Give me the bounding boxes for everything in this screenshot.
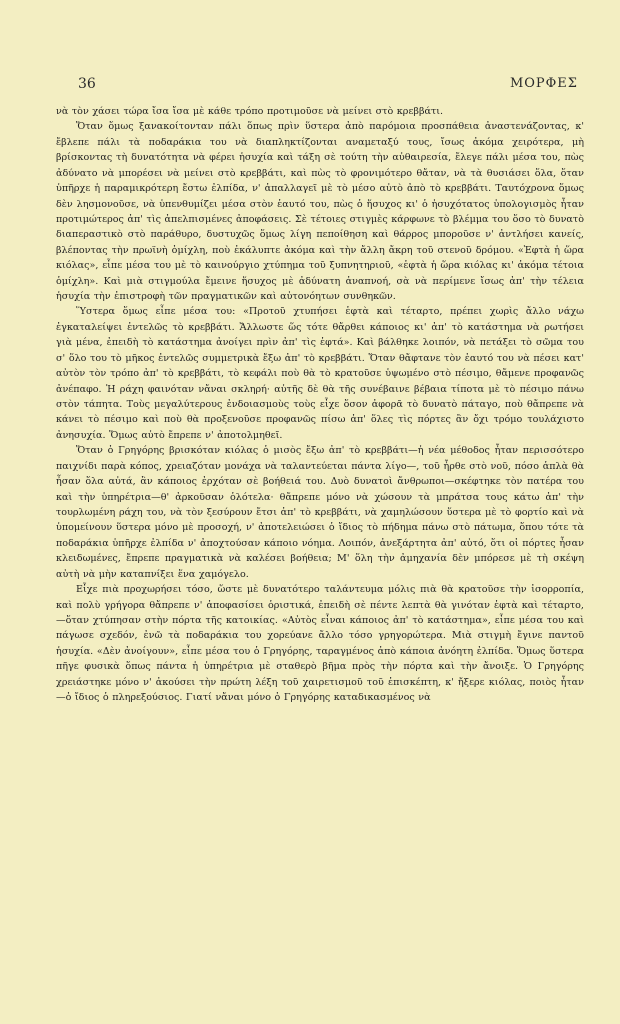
paragraph: Ὅταν ὁ Γρηγόρης βρισκόταν κιόλας ὁ μισὸς ἔξω ἀπ' τὸ κρεββάτι—ἡ νέα μέθοδος ἦταν περισσότερο παιχνίδι παρὰ κόπος, χρειαζόταν μονάχα νὰ ταλαντεύεται πάντα λίγο—, τοῦ ἦρθε στὸ νοῦ, πόσο ἁπλὰ θὰ ἦσαν ὅλα αὐτά, ἂν κάποιος ἐρχόταν σὲ βοήθειά του. Δυὸ δυνατοὶ ἄνθρωποι—σκέφτηκε τὸν πατέρα του καὶ τὴν ὑπηρέτρια—θ' ἀρκοῦσαν ὁλότελα· θἄπρεπε μόνο νὰ χώσουν τὰ μπράτσα τους κάτω ἀπ' τὴν τουρλωμένη ράχη του, νὰ τὸν ξεσύρουν ἔτσι ἀπ' τὸ κρεββάτι, νὰ χαμηλώσουν ὕστερα μὲ τὸ φορτίο καὶ νὰ ὑπομείνουν ὕστερα μόνο μὲ προσοχή, ν' ἀποτελειώσει ὁ ἴδιος τὸ πήδημα πάνω στὸ πάτωμα, ὅπου τότε τὰ ποδαράκια ὑπῆρχε ἐλπίδα ν' ἀποχτούσαν κάποιο νόημα. Λοιπόν, ἀνεξάρτητα ἀπ' αὐτό, ὅτι οἱ πόρτες ἦσαν κλειδωμένες, ἔπρεπε πραγματικὰ νὰ καλέσει βοήθεια; Μ' ὅλη τὴν ἀμηχανία δὲν μπόρεσε μὲ τὴ σκέψη αὐτὴ νὰ μὴν καταπνίξει ἕνα χαμόγελο. xyxy=(56,445,584,580)
paragraph: Εἶχε πιὰ προχωρήσει τόσο, ὥστε μὲ δυνατότερο ταλάντευμα μόλις πιὰ θὰ κρατοῦσε τὴν ἰσορροπία, καὶ πολὺ γρήγορα θἄπρεπε ν' ἀποφασίσει ὁριστικά, ἐπειδὴ σὲ πέντε λεπτὰ θὰ γινόταν ἑφτὰ καὶ τέταρτο,—ὅταν χτύπησαν στὴν πόρτα τῆς κατοικίας. «Αὐτὸς εἶναι κάποιος ἀπ' τὸ κατάστημα», εἶπε μέσα του καὶ πάγωσε σχεδόν, ἐνῶ τὰ ποδαράκια του χορεύανε ἄλλο τόσο γρηγορώτερα. Μιὰ στιγμὴ ἔγινε παντοῦ ἡσυχία. «Δὲν ἀνοίγουν», εἶπε μέσα του ὁ Γρηγόρης, ταραγμένος ἀπὸ κάποια ἀνόητη ἐλπίδα. Ὅμως ὕστερα πῆγε φυσικὰ ὅπως πάντα ἡ ὑπηρέτρια μὲ σταθερὸ βῆμα πρὸς τὴν πόρτα καὶ τὴν ἄνοιξε. Ὁ Γρηγόρης χρειάστηκε μόνο ν' ἀκούσει τὴν πρώτη λέξη τοῦ χαιρετισμοῦ τοῦ ἐπισκέπτη, κ' ἤξερε κιόλας, ποιὸς ἦταν—ὁ ἴδιος ὁ πληρεξούσιος. Γιατί νἄναι μόνο ὁ Γρηγόρης καταδικασμένος νὰ xyxy=(56,584,584,704)
paragraph: Ὅταν ὅμως ξανακοίτονταν πάλι ὅπως πρὶν ὕστερα ἀπὸ παρόμοια προσπάθεια ἀναστενάζοντας, κ' ἔβλεπε πάλι τὰ ποδαράκια του νὰ διαπληκτίζονται αναμεταξύ τους, ἴσως ἀκόμα χειρότερα, μὴ βρίσκοντας τὴ δυνατότητα νὰ φέρει ἡσυχία καὶ τάξη σὲ τούτη τὴν αὐθαιρεσία, ἔλεγε πάλι μέσα του, πὼς ἀδύνατο νὰ μπορέσει νὰ μείνει στὸ κρεββάτι, καὶ πὼς τὸ φρονιμότερο θἄταν, νὰ τὰ θυσιάσει ὅλα, ὅταν ὑπῆρχε ἡ παραμικρότερη ἔστω ἐλπίδα, ν' ἀπαλλαγεῖ μὲ τὸ μέσο αὐτὸ ἀπὸ τὸ κρεββάτι. Ταυτόχρονα ὅμως δὲν λησμονοῦσε, νὰ ὑπενθυμίζει μέσα στὸν ἑαυτό του, πὼς ὁ ἥσυχος κι' ὁ ἡσυχότατος ὑπολογισμὸς ἦταν προτιμώτερος ἀπ' τὶς ἀπελπισμένες ἀποφάσεις. Σὲ τέτοιες στιγμὲς κάρφωνε τὸ βλέμμα του ὅσο τὸ δυνατὸ διαπεραστικὸ στὸ παράθυρο, δυστυχῶς ὅμως λίγη πεποίθηση καὶ θάρρος μποροῦσε ν' ἀντλήσει κανείς, βλέποντας τὴν πρωϊνὴ ὁμίχλη, ποὺ ἐκάλυπτε ἀκόμα καὶ τὴν ἄλλη ἄκρη τοῦ στενοῦ δρόμου. «Ἑφτὰ ἡ ὥρα κιόλας», εἶπε μέσα του μὲ τὸ καινούργιο χτύπημα τοῦ ξυπνητηριοῦ, «ἑφτὰ ἡ ὥρα κιόλας κι' ἀκόμα τέτοια ὁμίχλη». Καὶ μιὰ στιγμούλα ἔμεινε ἥσυχος μὲ ἀδύνατη ἀναπνοή, σὰ νὰ περίμενε ἴσως ἀπ' τὴν τέλεια ἡσυχία τὴν ἐπιστροφὴ τῶν πραγματικῶν καὶ αὐτονόητων συνθηκῶν. xyxy=(56,121,584,303)
paragraph: νὰ τὸν χάσει τώρα ἴσα ἴσα μὲ κάθε τρόπο προτιμοῦσε νὰ μείνει στὸ κρεββάτι. xyxy=(56,106,444,117)
running-title: ΜΟΡΦΕΣ xyxy=(509,76,578,91)
body-text xyxy=(56,104,584,705)
paragraph: Ὕστερα ὅμως εἶπε μέσα του: «Προτοῦ χτυπήσει ἑφτὰ καὶ τέταρτο, πρέπει χωρὶς ἄλλο νάχω ἐγκαταλείψει ἐντελῶς τὸ κρεββάτι. Ἄλλωστε ὥς τότε θἄρθει κάποιος κι' ἀπ' τὸ κατάστημα νὰ ρωτήσει γιὰ μένα, ἐπειδὴ τὸ κατάστημα ἀνοίγει πρὶν ἀπ' τὶς ἑφτά». Καὶ βάλθηκε λοιπόν, νὰ πετάξει τὸ σῶμα του σ' ὅλο του τὸ μῆκος ἐντελῶς συμμετρικὰ ἔξω ἀπ' τὸ κρεββάτι. Ὅταν θἄφτανε τὸν ἑαυτό του νὰ πέσει κατ' αὐτὸν τὸν τρόπο ἀπ' τὸ κρεββάτι, τὸ κεφάλι ποὺ θὰ τὸ κρατοῦσε ὑψωμένο στὸ πέσιμο, θἄμενε προφανῶς ἀνέπαφο. Ἡ ράχη φαινόταν νἄναι σκληρή· αὐτῆς δὲ θὰ τῆς συνέβαινε βέβαια τίποτα μὲ τὸ πέσιμο πάνω στὸν τάπητα. Τοὺς μεγαλύτερους ἐνδοιασμοὺς τοὺς εἶχε ὅσον ἀφορᾶ τὸ δυνατὸ πάταγο, ποὺ θἄπρεπε νὰ κάνει τὸ πέσιμο καὶ ποὺ θὰ προξενοῦσε προφανῶς πίσω ἀπ' ὅλες τὶς πόρτες ἂν ὄχι τρόμο τουλάχιστο ἀνησυχία. Ὅμως αὐτὸ ἔπρεπε ν' ἀποτολμηθεῖ. xyxy=(56,306,584,441)
page-number: 36 xyxy=(78,76,96,92)
running-head xyxy=(78,76,578,96)
